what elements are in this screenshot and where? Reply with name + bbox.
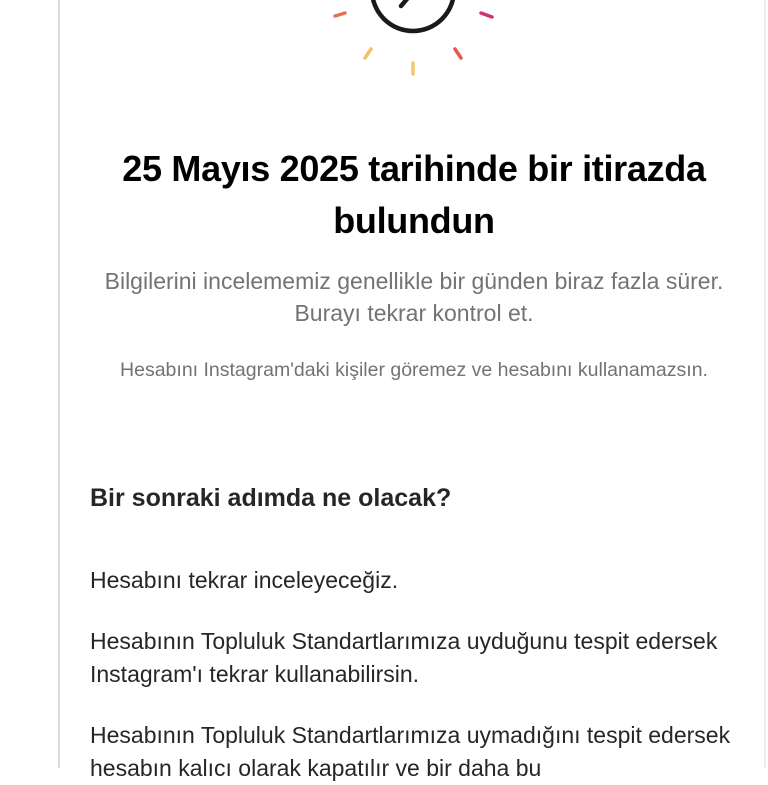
clock-icon <box>0 0 768 80</box>
next-steps-title: Bir sonraki adımda ne olacak? <box>90 484 452 512</box>
next-steps-paragraph: Hesabını tekrar inceleyeceğiz. <box>90 567 399 593</box>
next-steps-paragraph: Hesabının Topluluk Standartlarımıza uymadığını tespit edersek hesabın kalıcı olarak kapatılır ve bir daha bu <box>90 722 731 781</box>
next-steps-paragraph: Hesabının Topluluk Standartlarımıza uyduğunu tespit edersek Instagram'ı tekrar kullanabilirsin. <box>90 628 718 687</box>
review-time-text: Bilgilerini incelememiz genellikle bir günden biraz fazla sürer. Burayı tekrar kontrol et. <box>104 268 724 326</box>
page-title: 25 Mayıs 2025 tarihinde bir itirazda bulundun <box>122 148 706 241</box>
account-hidden-note: Hesabını Instagram'daki kişiler göremez ve hesabını kullanamazsın. <box>120 359 708 381</box>
